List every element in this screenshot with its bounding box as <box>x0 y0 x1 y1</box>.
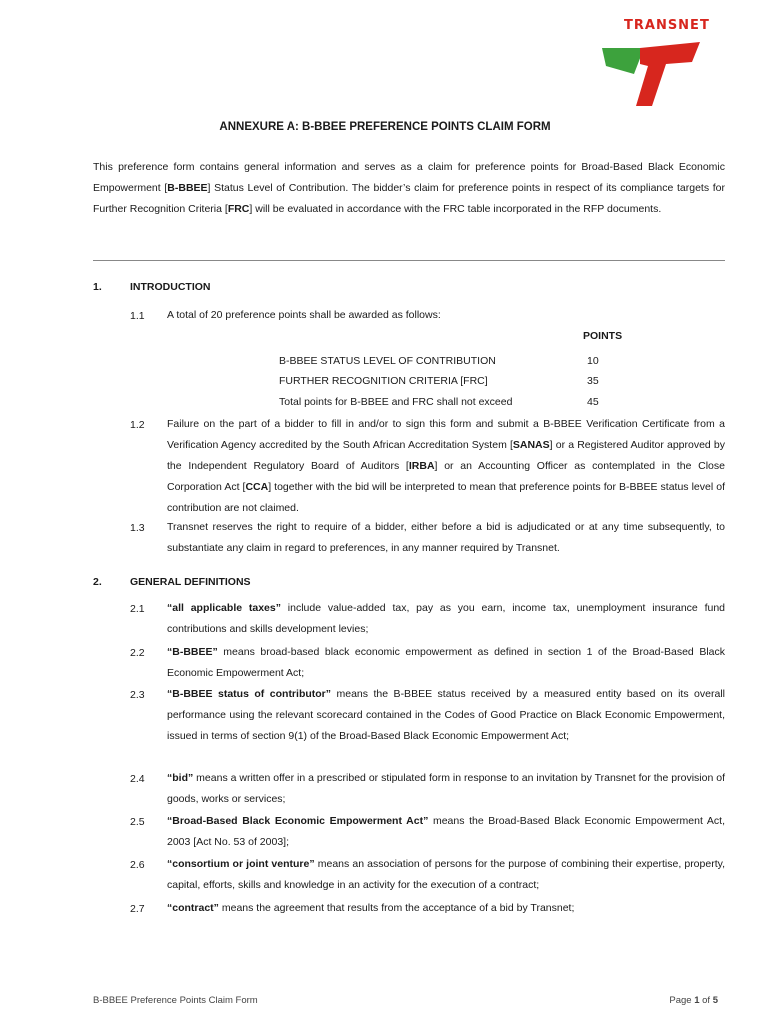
intro-paragraph: This preference form contains general information and serves as a claim for preference points for Broad-Based Black Economic Empowerment [B-BBEE] Status Level of Contribution. The bidder’s claim for preference points in respect of its compliance targets for Further Recognition Criteria [FRC] will be evaluated in accordance with the FRC table incorporated in the RFP documents. <box>93 161 726 215</box>
footer-title: B-BBEE Preference Points Claim Form <box>93 995 258 1006</box>
definition-number: 2.4 <box>130 773 145 785</box>
definition-item: “all applicable taxes” include value-added tax, pay as you earn, income tax, unemployment insurance fund contributions and skills development levies; <box>167 602 725 635</box>
definition-item: “Broad-Based Black Economic Empowerment Act” means the Broad-Based Black Economic Empowerment Act, 2003 [Act No. 53 of 2003]; <box>167 815 725 848</box>
definition-number: 2.5 <box>130 816 145 828</box>
definition-number: 2.1 <box>130 603 145 615</box>
page-number: Page 1 of 5 <box>669 995 718 1006</box>
transnet-mark-icon <box>596 18 732 108</box>
transnet-logo <box>596 18 732 108</box>
section-2-number: 2. <box>93 576 102 588</box>
definition-number: 2.7 <box>130 903 145 915</box>
points-row-value: 10 <box>587 355 599 367</box>
page-title: ANNEXURE A: B-BBEE PREFERENCE POINTS CLAIM FORM <box>219 121 551 133</box>
points-row-label: FURTHER RECOGNITION CRITERIA [FRC] <box>279 375 488 387</box>
definition-number: 2.2 <box>130 647 145 659</box>
para-1-2: Failure on the part of a bidder to fill in and/or to sign this form and submit a B-BBEE Verification Certificate from a Verification Agency accredited by the South African Accreditation System [SANAS] or a Registered Auditor approved by the Independent Regulatory Board of Auditors [IRBA] or an Accounting Officer as contemplated in the Close Corporation Act [CCA] together with the bid will be interpreted to mean that preference points for B-BBEE status level of contribution are not claimed. <box>167 418 725 514</box>
section-1-number: 1. <box>93 281 102 293</box>
section-1-title: INTRODUCTION <box>130 281 211 293</box>
divider <box>93 260 725 261</box>
definition-item: “contract” means the agreement that results from the acceptance of a bid by Transnet; <box>167 902 575 914</box>
para-1-3: Transnet reserves the right to require of a bidder, either before a bid is adjudicated or at any time subsequently, to substantiate any claim in regard to preferences, in any manner required by Transnet. <box>167 521 725 554</box>
definition-item: “consortium or joint venture” means an association of persons for the purpose of combining their expertise, property, capital, efforts, skills and knowledge in an activity for the execution of a contract; <box>167 858 726 891</box>
definition-item: “B-BBEE status of contributor” means the B-BBEE status received by a measured entity based on its overall performance using the relevant scorecard contained in the Codes of Good Practice on Black Economic Empowerment, issued in terms of section 9(1) of the Broad-Based Black Economic Empowerment Act; <box>167 688 725 742</box>
para-1-2-number: 1.2 <box>130 419 145 431</box>
para-1-3-number: 1.3 <box>130 522 145 534</box>
para-1-1: A total of 20 preference points shall be awarded as follows: <box>167 309 441 321</box>
points-row-label: Total points for B-BBEE and FRC shall not exceed <box>279 396 513 408</box>
points-row-value: 35 <box>587 375 599 387</box>
points-row-value: 45 <box>587 396 599 408</box>
definition-item: “B-BBEE” means broad-based black economic empowerment as defined in section 1 of the Broad-Based Black Economic Empowerment Act; <box>167 646 725 679</box>
para-1-1-number: 1.1 <box>130 310 145 322</box>
points-header: POINTS <box>583 330 623 342</box>
definition-number: 2.6 <box>130 859 145 871</box>
definition-number: 2.3 <box>130 689 145 701</box>
brand-wordmark: TRANSNET <box>624 18 710 33</box>
definition-item: “bid” means a written offer in a prescribed or stipulated form in response to an invitation by Transnet for the provision of goods, works or services; <box>167 772 725 805</box>
section-2-title: GENERAL DEFINITIONS <box>130 576 251 588</box>
points-row-label: B-BBEE STATUS LEVEL OF CONTRIBUTION <box>279 355 496 367</box>
